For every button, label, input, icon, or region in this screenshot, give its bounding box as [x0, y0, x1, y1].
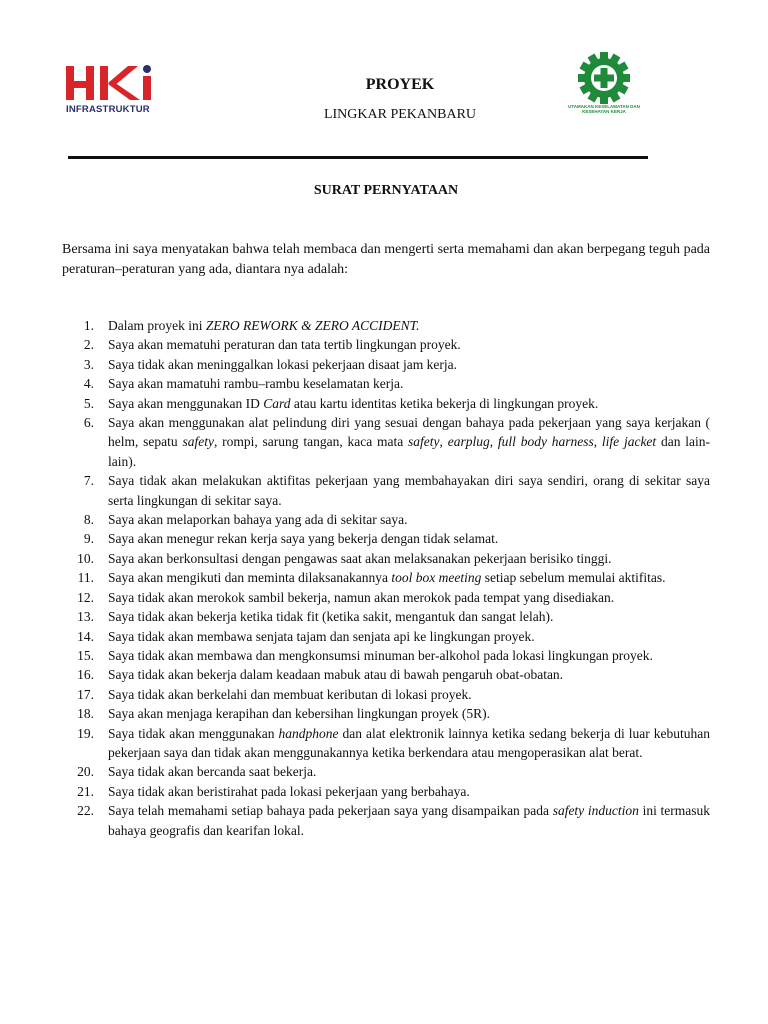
- list-item-text: Saya akan menegur rekan kerja saya yang bekerja dengan tidak selamat.: [108, 531, 499, 547]
- list-item: [62, 374, 710, 393]
- list-item: [62, 762, 710, 781]
- list-item-number: 16.: [77, 667, 94, 683]
- list-item-text: Saya akan mengikuti dan meminta dilaksanakannya: [108, 570, 392, 586]
- list-item: [62, 724, 710, 763]
- list-item-text: Saya akan mamatuhi rambu–rambu keselamatan kerja.: [108, 376, 404, 392]
- list-item-number: 22.: [77, 803, 94, 819]
- list-item: [62, 782, 710, 801]
- list-item-text: handphone: [278, 725, 339, 741]
- list-item-text: Saya tidak akan bekerja ketika tidak fit (ketika sakit, mengantuk dan sangat lelah).: [108, 609, 554, 625]
- list-item-text: earplug: [447, 434, 490, 450]
- list-item: [62, 335, 710, 354]
- project-title: PROYEK: [365, 76, 435, 93]
- list-item-text: Saya telah memahami setiap bahaya pada pekerjaan saya yang disampaikan pada: [108, 803, 553, 819]
- intro-paragraph: Bersama ini saya menyatakan bahwa telah membaca dan mengerti serta memahami dan akan berpegang teguh pada peraturan–peraturan yang ada, diantara nya adalah:: [62, 242, 710, 277]
- k3-logo-caption: UTAMAKAN KESELAMATAN DAN KESEHATAN KERJA: [568, 104, 640, 114]
- list-item-text: Saya tidak akan bercanda saat bekerja.: [108, 764, 317, 780]
- list-item-number: 19.: [77, 725, 94, 741]
- list-item: [62, 704, 710, 723]
- list-item-text: Saya akan menjaga kerapihan dan kebersihan lingkungan proyek (5R).: [108, 706, 490, 722]
- list-item-text: safety: [408, 434, 440, 450]
- list-item-text: safety induction: [552, 803, 639, 819]
- statement-list: [62, 316, 710, 840]
- list-item: [62, 801, 710, 840]
- list-item: [62, 316, 710, 335]
- list-item: [62, 685, 710, 704]
- list-item-number: 3.: [83, 356, 94, 372]
- list-item-text: full body harness: [497, 434, 594, 450]
- list-item-text: Saya akan menggunakan alat pelindung diri yang sesuai dengan bahaya pada pekerjaan yang saya kerjakan ( helm, sepatu: [108, 415, 710, 450]
- list-item-number: 8.: [83, 512, 94, 528]
- list-item-number: 9.: [83, 531, 94, 547]
- list-item-number: 7.: [83, 473, 94, 489]
- list-item-text: ini termasuk bahaya geografis dan kearifan lokal.: [108, 803, 710, 838]
- list-item-text: ,: [489, 434, 498, 450]
- document-heading: SURAT PERNYATAAN: [313, 183, 459, 198]
- list-item-text: Saya tidak akan meninggalkan lokasi pekerjaan disaat jam kerja.: [108, 356, 457, 372]
- list-item: [62, 529, 710, 548]
- list-item-number: 21.: [77, 783, 94, 799]
- list-item-text: Saya tidak akan beristirahat pada lokasi pekerjaan yang berbahaya.: [108, 783, 470, 799]
- list-item-text: Dalam proyek ini: [108, 318, 206, 333]
- list-item-text: setiap sebelum memulai aktifitas.: [481, 570, 666, 586]
- list-item-text: life jacket: [601, 434, 657, 450]
- list-item-text: Saya akan mematuhi peraturan dan tata tertib lingkungan proyek.: [108, 337, 461, 353]
- list-item-text: Saya tidak akan membawa senjata tajam dan senjata api ke lingkungan proyek.: [108, 628, 535, 644]
- list-item-text: Card: [263, 395, 291, 411]
- header-divider: [68, 156, 648, 159]
- hki-logo: [64, 62, 160, 118]
- list-item: [62, 588, 710, 607]
- list-item-number: 15.: [77, 647, 94, 663]
- list-item-text: Saya akan berkonsultasi dengan pengawas saat akan melaksanakan pekerjaan berisiko tinggi.: [108, 550, 612, 566]
- list-item: [62, 665, 710, 684]
- list-item: [62, 646, 710, 665]
- list-item-number: 2.: [83, 337, 94, 353]
- list-item-text: dan alat elektronik lainnya ketika sedang bekerja di luar kebutuhan pekerjaan saya dan tidak akan menggunakannya ketika berkendara atau mengoperasikan alat berat.: [108, 725, 710, 760]
- list-item-number: 12.: [77, 589, 94, 605]
- list-item-number: 11.: [77, 570, 94, 586]
- list-item: [62, 510, 710, 529]
- list-item-number: 18.: [77, 706, 94, 722]
- list-item-text: Saya tidak akan membawa dan mengkonsumsi minuman ber-alkohol pada lokasi lingkungan proyek.: [108, 647, 653, 663]
- list-item-number: 4.: [83, 376, 94, 392]
- list-item-text: Saya tidak akan menggunakan: [108, 725, 279, 741]
- list-item: [62, 627, 710, 646]
- list-item-text: tool box meeting: [391, 570, 482, 586]
- list-item-text: Saya akan menggunakan ID: [108, 395, 264, 411]
- list-item-text: ,: [439, 434, 448, 450]
- list-item: [62, 413, 710, 471]
- list-item-number: 14.: [77, 628, 94, 644]
- list-item-text: Saya tidak akan bekerja dalam keadaan mabuk atau di bawah pengaruh obat-obatan.: [108, 667, 564, 683]
- list-item-text: Saya tidak akan merokok sambil bekerja, namun akan merokok pada tempat yang disediakan.: [108, 589, 615, 605]
- list-item-text: , rompi, sarung tangan, kaca mata: [213, 434, 409, 450]
- list-item-text: Saya tidak akan melakukan aktifitas pekerjaan yang membahayakan diri saya sendiri, orang di sekitar saya serta lingkungan di sekitar saya.: [108, 473, 710, 508]
- list-item-text: Saya tidak akan berkelahi dan membuat keributan di lokasi proyek.: [108, 686, 472, 702]
- list-item-number: 1.: [83, 318, 94, 333]
- list-item-text: atau kartu identitas ketika bekerja di lingkungan proyek.: [290, 395, 599, 411]
- list-item: [62, 568, 710, 587]
- list-item-number: 17.: [77, 686, 94, 702]
- list-item-number: 13.: [77, 609, 94, 625]
- hki-logo-text: INFRASTRUKTUR: [66, 104, 150, 115]
- list-item: [62, 394, 710, 413]
- list-item: [62, 549, 710, 568]
- list-item-text: ,: [593, 434, 602, 450]
- list-item: [62, 355, 710, 374]
- list-item-number: 6.: [83, 415, 94, 431]
- list-item-text: dan lain-lain).: [108, 434, 711, 469]
- project-subtitle: LINGKAR PEKANBARU: [323, 107, 477, 122]
- list-item-text: ZERO REWORK & ZERO ACCIDENT.: [205, 318, 420, 333]
- list-item: [62, 471, 710, 510]
- list-item-number: 5.: [83, 395, 94, 411]
- list-item-number: 20.: [77, 764, 94, 780]
- list-item-number: 10.: [77, 550, 94, 566]
- list-item: [62, 607, 710, 626]
- list-item-text: safety: [182, 434, 214, 450]
- list-item-text: Saya akan melaporkan bahaya yang ada di sekitar saya.: [108, 512, 408, 528]
